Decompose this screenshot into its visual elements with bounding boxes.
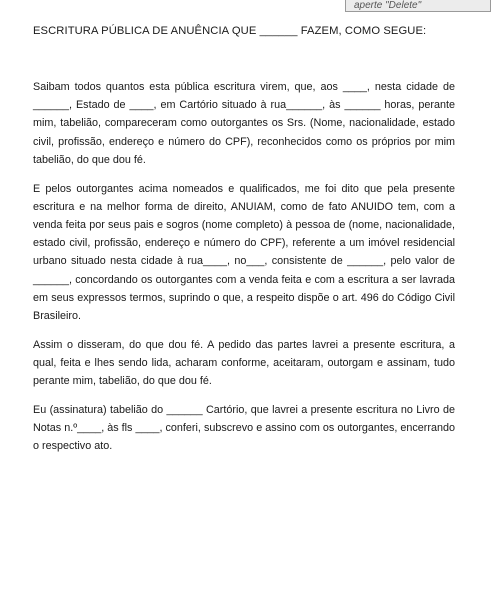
document-title: ESCRITURA PÚBLICA DE ANUÊNCIA QUE ______ FAZEM, COMO SEGUE:	[33, 25, 427, 37]
delete-hint-box: aperte "Delete"	[345, 0, 491, 12]
paragraph-consent: E pelos outorgantes acima nomeados e qualificados, me foi dito que pela presente escritura e na melhor forma de direito, ANUIAM, como de fato ANUIDO tem, com a venda feita por seus pais e sogros (nome completo) à pessoa de (nome, nacionalidade, estado civil, profissão, endereço e número do CPF), referente a um imóvel residencial urbano situado nesta cidade à rua____, no___, consistente de ______, pelo valor de ______, concordando os outorgantes com a venda feita e com a escritura a ser lavrada em seus expressos termos, suprindo o que, a respeito dispõe o art. 496 do Código Civil Brasileiro.	[33, 182, 455, 322]
document-body	[33, 78, 455, 466]
paragraph-closing: Eu (assinatura) tabelião do ______ Cartório, que lavrei a presente escritura no Livro de Notas n.º____, às fls ____, conferi, subscrevo e assino com os outorgantes, encerrando o respectivo ato.	[33, 403, 455, 453]
paragraph-opening: Saibam todos quantos esta pública escritura virem, que, aos ____, nesta cidade de ______, Estado de ____, em Cartório situado à rua______, às ______ horas, perante mim, tabelião, compareceram como outorgantes os Srs. (Nome, nacionalidade, estado civil, profissão, endereço e número do CPF), reconhecidos como os próprios por mim tabelião, do que dou fé.	[33, 81, 455, 166]
paragraph-acceptance: Assim o disseram, do que dou fé. A pedido das partes lavrei a presente escritura, a qual, feita e lhes sendo lida, acharam conforme, aceitaram, outorgam e assinam, tudo perante mim, tabelião, do que dou fé.	[33, 338, 455, 388]
